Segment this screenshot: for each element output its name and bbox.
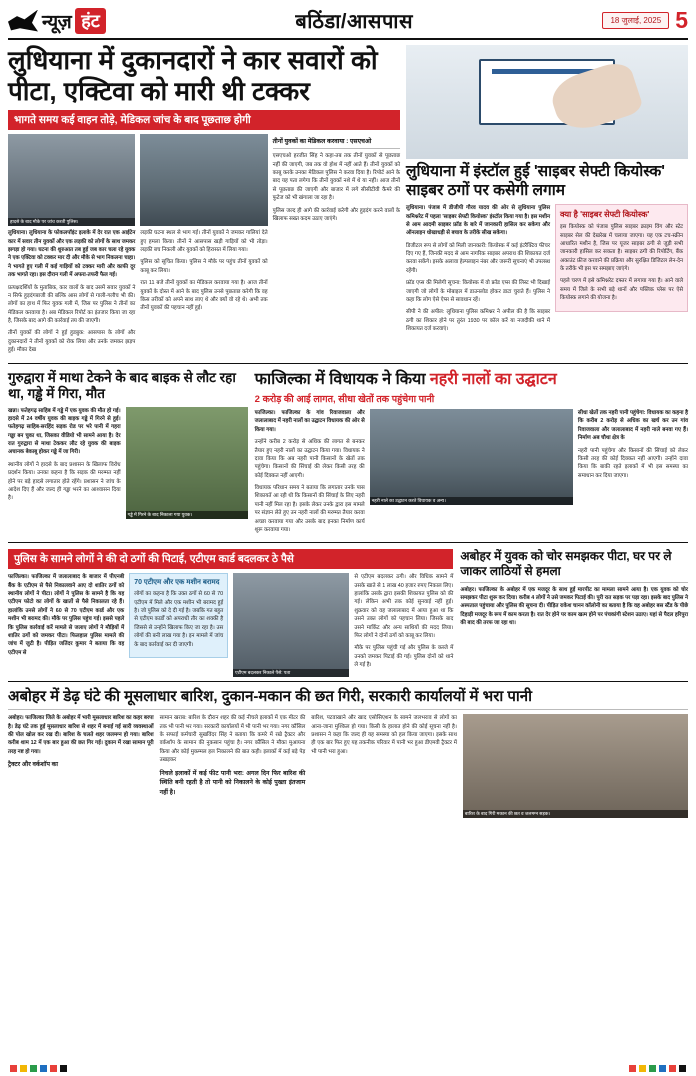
lead-photo-2 — [140, 134, 267, 226]
lead-para: लड़की घटना स्थल से भाग गई। तीनों युवकों ने जमकर गालियां देते हुए हमला किया। तीनों ने आसपास खड़ी गाड़ियों को भी तोड़ा। लड़की बच निकली और युवकों को हिरासत में लिया गया। — [140, 230, 268, 254]
gurudwara-photo-wrap — [126, 407, 248, 519]
gurudwara-photo — [126, 407, 248, 519]
lead-photo-caption: हादसे के बाद मौके पर जांच करती पुलिस। — [8, 218, 135, 226]
kiosk-para: डिजीटल रूप से लोगों को मिली जानकारी: कियोस्क में कई इंटरैक्टिव फीचर दिए गए हैं, जिनकी मदद से आम नागरिक साइबर अपराध की शिकायत दर्ज करवा सकेंगे। इसके अलावा हेल्पलाइन नंबर और जरूरी सूचनाएं भी उपलब्ध रहेंगी। — [406, 242, 551, 274]
atm-col2 — [354, 573, 453, 677]
lead-para: तीनों युवकों की लोगों ने हुई हुडबुक: आसपास के लोगों और दुकानदारों ने तीनों युवकों को रोक लिया और उनके जमकर झड़प हुई। मौका देख — [8, 330, 136, 354]
kiosk-columns — [406, 204, 688, 337]
atm-headline: पुलिस के सामने लोगों ने की दो ठगों की पिटाई, एटीएम कार्ड बदलकर ठे पैसे — [8, 549, 453, 569]
kiosk-info-para: इस कियोस्क को पंजाब पुलिस साइबर क्राइम विंग और स्टेट साइबर सेल की देखरेख में चलाया जाएगा। यह एक टच-स्क्रीन आधारित मशीन है, जिस पर यूजर साइबर ठगी से जुड़ी सभी जानकारी हासिल कर सकता है। साइबर ठगी की रिपोर्टिंग, बैंक अकाउंट फ्रीज करवाने की प्रक्रिया और सुरक्षित डिजिटल लेन-देन के तरीके भी इस पर समझाए जाएंगे। — [560, 224, 683, 273]
date-and-page — [602, 7, 688, 34]
kiosk-headline: लुधियाना में इंस्टॉल हुई 'साइबर सेफ्टी कियोस्क' साइबर ठगों पर कसेगी लगाम — [406, 163, 665, 199]
fazilka-subheadline: 2 करोड़ की आई लागत, सीधा खेतों तक पहुंचेगा पानी — [254, 394, 435, 406]
fazilka-photo — [370, 409, 573, 505]
rain-col3 — [311, 714, 457, 818]
publication-date: 18 जुलाई, 2025 — [602, 12, 669, 29]
lead-column-2 — [140, 134, 267, 358]
gurudwara-col1 — [8, 407, 121, 519]
lead-para: रात 11 बजे तीनों युवकों का मेडिकल करवाया गया है। आज तीनों युवकों के दोस्त में आने के बाद पुलिस उनसे पूछताछ करेगी कि वह किस तरीकों को अपने साथ लाए थे और क्यों वो रहे थे। अभी तक तीनों युवकों की पहचान नहीं हुई। — [140, 280, 268, 312]
fazilka-headline — [255, 370, 688, 390]
kiosk-col2 — [555, 204, 688, 337]
rain-headline: अबोहर में डेढ़ घंटे की मूसलाधार बारिश, दुकान-मकान की छत गिरी, सरकारी कार्यालयों में भरा पानी — [8, 688, 533, 706]
lead-para: एसएचओ हरजीत सिंह ने कहा-तब तक तीनों युवकों से पूछताछ नहीं की जाएगी, जब तक वो होश में नहीं आते हैं। तीनों युवकों को काबू करके उनका मेडिकल पुलिस ने करवा दिया है। रिपोर्ट आने के बाद यह पता लगेगा कि तीनों युवकों नशे में थे या नहीं। आज तीनों से पूछताछ की जाएगी और बाजार में लगे सीसीटीवी कैमरे की फुटेज को भी खंगाला जा रहा है। — [272, 153, 400, 202]
gurudwara-story — [8, 370, 248, 539]
fazilka-para: विधायक परिधान समय ने बताया कि लगातार उनके पास शिकायतें आ रही थी कि किसानों की सिंचाई के लिए नहरी पानी नहीं मिल रहा है। इसके लेकर उनके द्वारा इस मामले पर संज्ञान लेते हुए उन नहरी नालों की मरम्मत तैयार करवा अच्छा करवाया गया और उसके बाद इनका निर्माण कार्य शुरू करवाया गया। — [254, 485, 365, 533]
kiosk-story — [406, 45, 688, 359]
atm-col1 — [8, 573, 124, 677]
top-section — [8, 45, 688, 359]
kiosk-info-box — [555, 204, 688, 311]
divider — [8, 363, 688, 364]
rain-subhead: निचले इलाकों में कई फीट पानी भरा: अगल दिन फिर बारिश की स्थिति बनी रहती है तो पानी को निकालने के कोई पुख्ता इंतजाम नहीं है। — [159, 769, 306, 796]
rain-col1 — [8, 714, 154, 818]
kiosk-para: फ्रॉड एप्स की मिलेगी सूचना: कियोस्क में वो फ्रॉड एप्स की लिस्ट भी दिखाई जाएगी जो लोगों के मोबाइल में डाउनलोड होकर डाटा चुराते हैं। पुलिस ने कहा कि लोग ऐसे ऐप्स से सावधान रहें। — [406, 280, 551, 303]
rain-photo-caption: बारिश के बाद गिरी मकान की छत व जलमग्न सड़क। — [463, 810, 688, 818]
masthead — [8, 6, 688, 40]
atm-story — [8, 549, 453, 677]
lead-column-3 — [273, 134, 400, 358]
fazilka-col1 — [255, 409, 365, 538]
lead-col3-head: तीनों युवकों का मेडिकल करवाया : एसएचओ — [272, 138, 372, 146]
lead-columns — [8, 134, 400, 358]
atm-info-para: लोगों का कहना है कि उक्त ठगों से 60 से 70 एटीएम में मिले और एक मशीन भी बरामद हुई है। जो पुलिस को दे दी गई है। जबकि गत बहुत से एटीएम कार्डों को अपराधी तौर का शक्की है जिससे से उन्होंने खिलाफ किए जा रहा है। उस लोगों की बनी लाख गया है। इन मामले में जांच के बाद कार्रवाई कर दी जाएगी। — [134, 591, 224, 648]
fazilka-col2 — [578, 409, 688, 538]
abohar-para: अबोहर। फाजिल्का के अबोहर में एक मजदूर के साथ हुई मारपीट का मामला सामने आया है। एक युवक को चोर समझकर पीटा शुरू कर दिया। करीब 4 लोगों ने उसे जमकर पिटाई की। पुरी रात सड़क पर पड़ा रहा। इसके बाद पुलिस ने अस्पताल पहुंचाया और पुलिस की सूचना दी। पीड़ित राकेश चानन कॉलोनी का बताया है कि वह अबोहर बस स्टैंड के पीछे दिहाड़ी मजदूर के रूप में काम करता है। रात देर होने पर काम खत्म होने पर पंचकांगी स्टेशन उठाए। यहां से पैदल हरिपुरा की बाद की तरफ जा रहा था। — [460, 586, 688, 627]
gurudwara-columns — [8, 407, 248, 519]
kiosk-col1 — [406, 204, 550, 337]
gurudwara-para: खन्ना। फतेहगढ़ साहिब में गड्ढे में एक युवक की मौत हो गई। हादसे में 24 वर्षीय युवक की बाइक गड्ढे में गिरने से हुई। फतेहगढ़ साहिब-सरहिंद सड़क रोड पर भरे पानी में गहरा गड्ढा बन चुका था, जिसका वीडियो भी सामने आया है। देर रात गुरुद्वारा से माथा टेककर लौट रहे युवक की बाइक अचानक बेकाबू होकर गड्ढे में जा गिरी। — [8, 407, 121, 456]
fazilka-para: फाजिल्का। फाजिल्का के गांव रिवाजवाला और जलालाबाद में नहरी नालों का उद्घाटन विधायक की ओर से किया गया। — [254, 410, 365, 433]
kiosk-photo — [406, 45, 688, 159]
fazilka-columns — [255, 409, 688, 538]
lead-col1-body — [8, 229, 135, 354]
fazilka-para: सीधा खेतों तक नहरी पानी पहुंचेगा: विधायक का कहना है कि करीब 2 करोड़ से अधिक का खर्च कर उन गांव रिवाजवाला और जलालाबाद में नहरी नाले बनवा गए हैं। निर्माण अब चौथा क्षेत्र के — [577, 410, 688, 442]
atm-photo — [233, 573, 349, 677]
atm-infobox-wrap — [129, 573, 228, 677]
divider — [273, 148, 400, 149]
fazilka-para: उन्होंने करीब 2 करोड़ से अधिक की लागत से बनकर तैयार हुए नहरी नालों का उद्घाटन किया गया। विधायक ने दावा किया कि अब नहरी पानी किसानों के खेतों तक पहुंचेगा। किसानों की सिंचाई की लेकर किसी तरह की कोई दिक्कत नहीं आएगी। — [254, 439, 365, 479]
middle-section — [8, 370, 688, 539]
lead-col2-body — [140, 229, 267, 312]
lead-column-1 — [8, 134, 135, 358]
atm-info-box — [129, 573, 228, 658]
atm-info-box-title: 70 एटीएम और एक मशीन बरामद — [134, 579, 220, 587]
fazilka-photo-wrap — [370, 409, 573, 538]
lead-headline: लुधियाना में दुकानदारों ने कार सवारों को पीटा, एक्टिवा को मारी थी टक्कर — [8, 45, 378, 106]
rain-para: अबोहर। फाजिल्का जिले के अबोहर में भारी मूसलाधार बारिश का कहर बरपा है। डेढ़ घंटे तक हुई मूसलाधार बारिश से शहर में बनाई गई सारी व्यवस्थाओं की पोल खोल कर रख दी। बारिश के चलते शहर जलमग्न हो गया। बारिश करीब शाम 12 में एक बार हुआ की छत गिर गई। दुकान में रखा सामान पूरी तरह नष्ट हो गया। — [8, 715, 154, 755]
gurudwara-photo-caption: गड्ढे में गिरने के बाद निकाला गया युवक। — [126, 511, 248, 519]
atm-photo-wrap — [233, 573, 349, 677]
lead-col3-body — [273, 152, 400, 223]
page-number: 5 — [675, 7, 688, 33]
bird-icon — [8, 10, 38, 32]
fazilka-headline-part1: फाजिल्का में विधायक ने किया — [254, 370, 426, 388]
fazilka-headline-part2: नहरी नालों का उद्घाटन — [429, 370, 557, 388]
abohar-assault-story — [460, 549, 688, 677]
rain-columns — [8, 714, 688, 818]
kiosk-info-box-body — [560, 223, 683, 302]
fazilka-story — [255, 370, 688, 539]
abohar-body — [460, 586, 688, 628]
divider — [8, 709, 688, 710]
atm-photo-caption: एटीएम बदलकर निकाले पैसे: पता — [233, 669, 349, 677]
atm-para: फाजिल्का। फाजिल्का में जलालाबाद के बाजार में पीएनबी बैंक के एटीएम से पैसे निकालवाने आए दो शातिर ठगों को स्थानीय लोगों ने पीटा। लोगों ने पुलिस के सामने है कि यह एटीएम फोटो का लोगों के खातों से पैसे निकालता रहे हैं। हालांकि उनसे लोगों ने 60 से 70 एटीएम कार्ड और एक मशीन भी बरामद की। मौके पर पुलिस पहुंच गई। इससे पहले कि पुलिस कार्रवाई करें मामले से जलाए लोगों ने मौड़ियों में शातिर ठगों को जमकर पीटा। फिलहाल पुलिस मामले की जांच में जुटी है। पीड़ित जतिंदर कुमार ने बताया कि वह एटीएम से — [8, 574, 125, 656]
section-title: बठिंडा/आसपास — [295, 11, 414, 33]
gurudwara-para: स्थानीय लोगों ने हादसे के बाद प्रशासन के खिलाफ विरोध प्रदर्शन किया। उनका कहना है कि सड़क की मरम्मत नहीं होने पर बड़े हादसे लगातार होते रहेंगे। प्रशासन ने जांच के आदेश दिए हैं और जल्द ही गड्ढा भरने का आश्वासन दिया है। — [8, 461, 121, 502]
kiosk-para: सीपी ने की अपील: लुधियाना पुलिस कमिश्नर ने अपील की है कि साइबर ठगी का शिकार होने पर तुरंत 1930 पर कॉल करें या नजदीकी थाने में शिकायत दर्ज करवाएं। — [406, 309, 551, 333]
lead-subheadline: भागते समय कई वाहन तोड़े, मेडिकल जांच के बाद पूछताछ होगी — [8, 110, 400, 130]
atm-info-box-body — [134, 590, 223, 649]
lead-photo — [8, 134, 135, 226]
rain-col2 — [160, 714, 306, 818]
atm-para: से एटीएम बदलकर ठगी। और विधिक सामने में उसके खाते से 1 लाख 40 हजार रुपए निकाल लिए। हालांकि उसके द्वारा इसकी शिकायत पुलिस को की गई। लेकिन अभी तक कोई सुनवाई नहीं हुई। शुक्रवार को वह जलालाबाद में आया हुआ था कि उसने उक्त लोगों को पहचान लिया। जिसके बाद उसने मार्किट और अन्य साथियों की मदद लिया। फिर लोगों ने दोनों ठगों को काबू कर लिया। — [354, 574, 454, 639]
lead-para: पुलिस को सूचित किया। पुलिस ने मौके पर पहुंच तीनों युवकों को काबू कर लिया। — [140, 259, 268, 274]
rain-para: बारिश, पटवाखाने और खाद एसोसिएशन के सामने जलभराव से लोगों का आना-जाना मुश्किल हो गया। किसी के हालात होने की कोई सूचना नहीं है। प्रशासन ने कहा कि जल्द ही यह समस्या को हल किया जाएगा। इसके साथ ही एक बार फिर हुए यह तकनीक परिवार में पानी भर हुआ डीएमवी ट्रैक्टर में भी पानी भरा हुआ। — [311, 715, 457, 755]
rain-para: सामान खराब: बारिश के दौरान शहर की कई नीचले इलाकों में एक मीटर की तक भी पानी भर गया। सरकारी कार्यालयों में भी पानी भर गया। नगर कौंसिल के सफाई कर्मचारी सुखविंदर सिंह ने बताया कि कमरे में रखे ट्रैक्टर और वर्कशॉप के सामान की नुकसान पहुंचा है। नगर कौंसिल ने मौका मुआयना किया और कोई मुकम्मल हल निकालने की बात कही। इलाकों में कई बड़े पेड़ उखड़कर — [159, 715, 306, 764]
gurudwara-headline — [8, 370, 248, 403]
logo — [8, 8, 106, 34]
fazilka-photo-caption: नहरी नाले का उद्घाटन करते विधायक व अन्य। — [370, 497, 573, 505]
fazilka-para: नहरी पानी पहुंचेगा और किसानों की सिंचाई को लेकर किसी तरह की कोई दिक्कत नहीं आएगी। उन्होंने दावा किया कि बाकी रहते इलाकों में भी इस समस्या का समाधान कर दिया जाएगा। — [577, 447, 688, 479]
lead-para: पुलिस जल्द ही आगे की कार्रवाई करेगी और हुड़दंग करने वालों के खिलाफ सख्त कदम उठाए जाएंगे। — [272, 207, 400, 222]
rain-photo — [463, 714, 688, 818]
rain-subhead: ट्रैक्टर और वर्कशॉप का — [8, 761, 59, 769]
third-section — [8, 549, 688, 677]
divider — [8, 681, 688, 682]
logo-text-primary: न्यूज़ — [42, 11, 72, 33]
registration-color-bars-left — [10, 1065, 67, 1072]
abohar-headline: अबोहर में युवक को चोर समझकर पीटा, घर पर ले जाकर लाठियों से हमला — [460, 549, 672, 578]
kiosk-info-box-title: क्या है 'साइबर सेफ्टी कियोस्क' — [560, 210, 650, 220]
rain-photo-wrap — [463, 714, 688, 818]
registration-color-bars-right — [629, 1065, 686, 1072]
gurudwara-headline-text: गुरुद्वारा में माथा टेकने के बाद बाइक से लौट रहा था, गड्ढे में गिरा, मौत — [8, 369, 236, 402]
rain-story — [8, 688, 688, 818]
divider — [8, 542, 688, 543]
logo-text-secondary: हंट — [75, 8, 106, 34]
kiosk-para: लुधियाना। पंजाब में डीजीपी गौरव यादव की ओर से लुधियाना पुलिस कमिश्नरेट में पहला 'साइबर सेफ्टी कियोस्क' इंस्टॉल किया गया है। इस मशीन से आम आदमी साइबर फ्रॉड के बारे में जानकारी हासिल कर सकेगा और ऑनलाइन धोखाधड़ी से बचाव के तरीके सीख सकेगा। — [406, 205, 551, 237]
lead-para: प्रत्यक्षदर्शियों के मुताबिक, कार वालों के बाद उसमें सवार युवकों ने न सिर्फ हुड़दंगबाजी की बल्कि आस लोगों से गाली-गलौच भी की। लोगों का हाथ में फिर युवक गली में, जिस पर पुलिस ने तीनों का मेडिकल करवाया है। अब मेडिकल रिपोर्ट का इंतजार किया जा रहा है, जिसके बाद आगे की कार्रवाई तय की जाएगी। — [8, 284, 136, 325]
atm-columns — [8, 573, 453, 677]
lead-story — [8, 45, 400, 359]
atm-para: मौके पर पुलिस पहुंची गई और पुलिस के कब्जे में उनको जमकर पिटाई की गई। पुलिस दोनों को थाने ले गई है। — [354, 645, 454, 669]
lead-para: लुधियाना। लुधियाना के फोकलपॉइंट इलाके में देर रात एक आईटेन कार में सवार तीन युवकों और एक लड़की को लोगों के साथ जमकर झगड़ा हो गया। घटना की शुरुआत तब हुई जब कार चला रहे युवक ने एक एक्टिवा को टक्कर मार दी और मौके से भाग निकलना चाहा। ने भागते हुए गली में कई गाड़ियों को टक्कर मारी और काफी दूर तक भागते रहा। इस दौरान गली में अफरा-तफरी फैल गई। — [8, 230, 136, 279]
divider — [460, 582, 688, 583]
kiosk-info-para: पहले चरण में इसे कमिश्नरेट दफ्तर में लगाया गया है। आने वाले समय में जिले के सभी बड़े थानों और पब्लिक प्लेस पर ऐसे कियोस्क लगाने की योजना है। — [560, 278, 683, 302]
